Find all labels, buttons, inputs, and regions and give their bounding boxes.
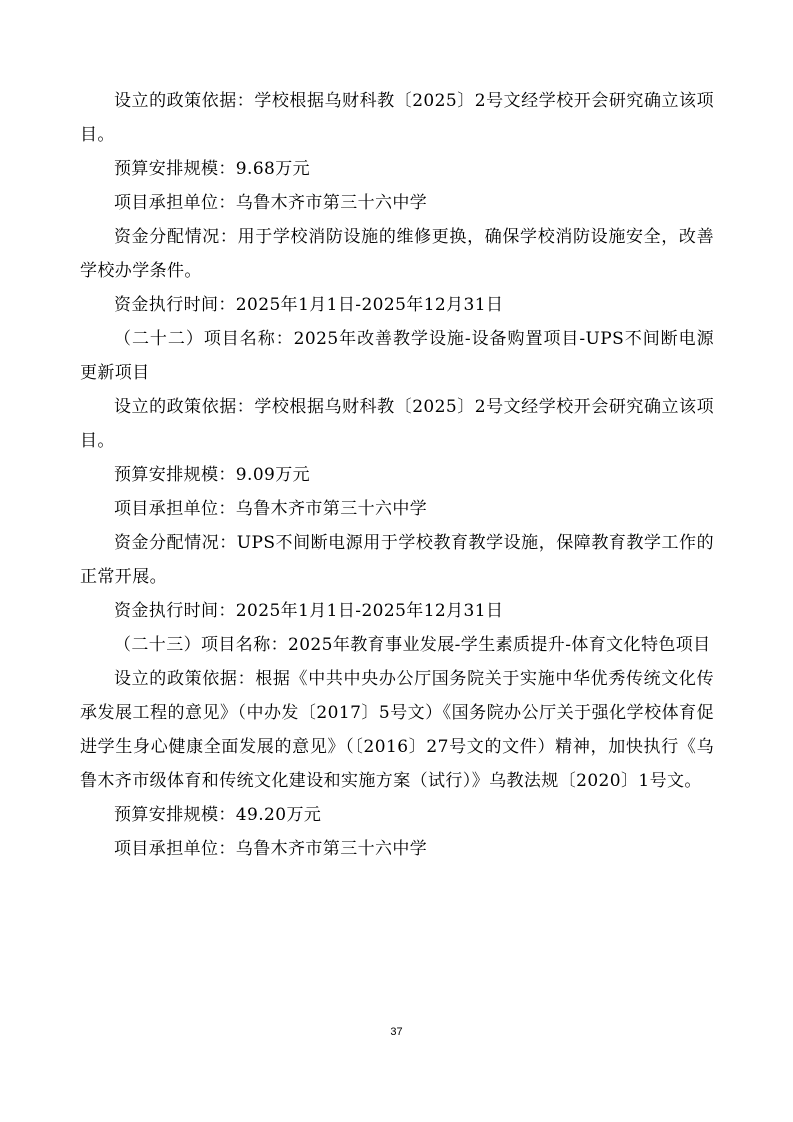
project-heading-22: （二十二）项目名称：2025年改善教学设施-设备购置项目-UPS不间断电源更新项目 (80, 329, 714, 383)
paragraph-responsible-unit: 项目承担单位：乌鲁木齐市第三十六中学 (114, 193, 428, 213)
document-body (80, 84, 714, 866)
paragraph-policy-basis: 设立的政策依据：学校根据乌财科教〔2025〕2号文经学校开会研究确立该项目。 (80, 91, 714, 145)
project-heading-23: （二十三）项目名称：2025年教育事业发展-学生素质提升-体育文化特色项目 (114, 635, 711, 655)
page-number: 37 (390, 1026, 403, 1038)
paragraph-fund-allocation: 资金分配情况：UPS不间断电源用于学校教育教学设施，保障教育教学工作的正常开展。 (80, 533, 714, 587)
paragraph-budget-scale: 预算安排规模：49.20万元 (114, 805, 322, 825)
paragraph-responsible-unit: 项目承担单位：乌鲁木齐市第三十六中学 (114, 839, 428, 859)
paragraph-fund-allocation: 资金分配情况：用于学校消防设施的维修更换，确保学校消防设施安全，改善学校办学条件。 (80, 227, 714, 281)
paragraph-policy-basis: 设立的政策依据：根据《中共中央办公厅国务院关于实施中华优秀传统文化传承发展工程的意见》（中办发〔2017〕5号文）《国务院办公厅关于强化学校体育促进学生身心健康全面发展的意见》（〔2016〕27号文的文件）精神，加快执行《乌鲁木齐市级体育和传统文化建设和实施方案（试行）》乌教法规〔2020〕1号文。 (80, 669, 714, 791)
paragraph-execution-time: 资金执行时间：2025年1月1日-2025年12月31日 (114, 601, 504, 621)
paragraph-execution-time: 资金执行时间：2025年1月1日-2025年12月31日 (114, 295, 504, 315)
paragraph-budget-scale: 预算安排规模：9.09万元 (114, 465, 311, 485)
paragraph-policy-basis: 设立的政策依据：学校根据乌财科教〔2025〕2号文经学校开会研究确立该项目。 (80, 397, 714, 451)
paragraph-responsible-unit: 项目承担单位：乌鲁木齐市第三十六中学 (114, 499, 428, 519)
paragraph-budget-scale: 预算安排规模：9.68万元 (114, 159, 311, 179)
